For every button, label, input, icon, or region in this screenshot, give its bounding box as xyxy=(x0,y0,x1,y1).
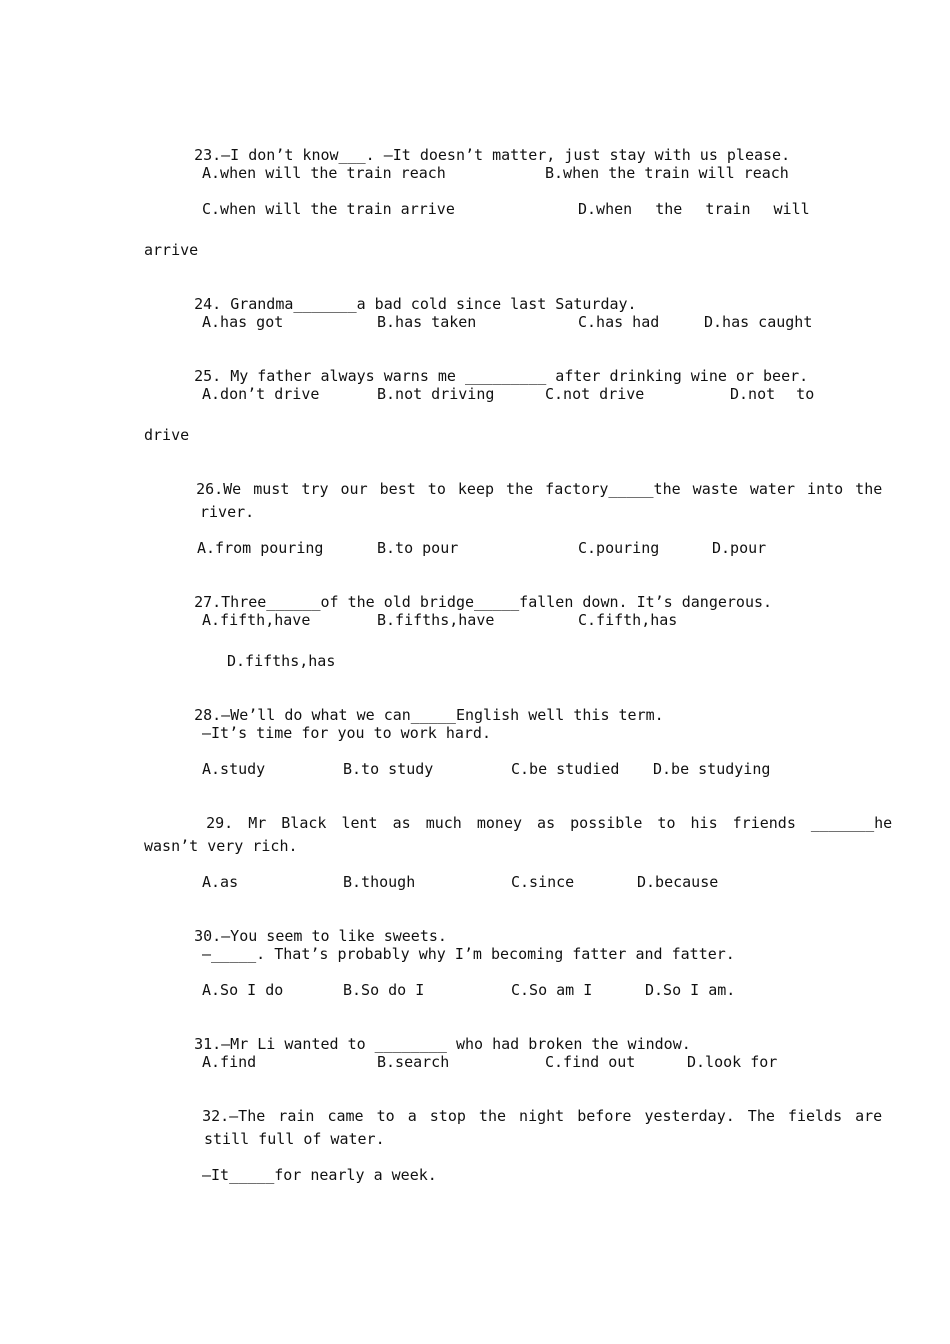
q25-option-a: A.don’t drive xyxy=(202,385,320,403)
q23-option-d: D.when the train will xyxy=(578,200,810,218)
q24-text: Grandma_______a bad cold since last Saturday. xyxy=(230,295,637,313)
q30-stem xyxy=(176,909,447,945)
q30-option-c: C.So am I xyxy=(511,981,593,999)
q25-option-c: C.not drive xyxy=(545,385,645,403)
q26-stem xyxy=(172,462,882,498)
q28-option-a: A.study xyxy=(202,760,266,778)
q26-text: We must try our best to keep the factory_____the waste water into the xyxy=(223,480,883,498)
q30-option-b: B.So do I xyxy=(343,981,425,999)
q25-stem xyxy=(176,349,808,385)
q25-option-d: D.not to xyxy=(730,385,815,403)
q27-option-d: D.fifths,has xyxy=(227,652,336,670)
q32-reply: —It_____for nearly a week. xyxy=(202,1166,437,1184)
q31-option-c: C.find out xyxy=(545,1053,636,1071)
q26-option-b: B.to pour xyxy=(377,539,459,557)
q23-wrap: arrive xyxy=(144,241,199,259)
q26-option-a: A.from pouring xyxy=(197,539,324,557)
q31-option-a: A.find xyxy=(202,1053,257,1071)
q29-number: 29. xyxy=(206,814,234,832)
q29-text: Mr Black lent as much money as possible to his friends _______he xyxy=(248,814,893,832)
q27-stem xyxy=(176,575,772,611)
q24-option-b: B.has taken xyxy=(377,313,477,331)
q23-text: —I don’t know___. —It doesn’t matter, just stay with us please. xyxy=(221,146,791,164)
q24-number: 24. xyxy=(194,295,222,313)
q25-text: My father always warns me _________ after drinking wine or beer. xyxy=(230,367,809,385)
q29-stem xyxy=(176,796,892,832)
q29-option-d: D.because xyxy=(637,873,719,891)
q23-option-a: A.when will the train reach xyxy=(202,164,446,182)
q23-number: 23. xyxy=(194,146,222,164)
q27-option-b: B.fifths,have xyxy=(377,611,495,629)
q24-option-c: C.has had xyxy=(578,313,660,331)
q28-option-c: C.be studied xyxy=(511,760,620,778)
q32-stem-cont: still full of water. xyxy=(204,1130,385,1148)
q30-option-d: D.So I am. xyxy=(645,981,736,999)
q31-stem xyxy=(176,1017,691,1053)
q30-stem-cont: —_____. That’s probably why I’m becoming fatter and fatter. xyxy=(202,945,735,963)
q31-number: 31. xyxy=(194,1035,222,1053)
q24-option-d: D.has caught xyxy=(704,313,813,331)
q29-option-a: A.as xyxy=(202,873,239,891)
q23-option-b: B.when the train will reach xyxy=(545,164,789,182)
q23-option-c: C.when will the train arrive xyxy=(202,200,455,218)
q28-option-d: D.be studying xyxy=(653,760,771,778)
q28-option-b: B.to study xyxy=(343,760,434,778)
q32-stem xyxy=(176,1089,882,1125)
q23-stem xyxy=(176,128,790,164)
q30-text: —You seem to like sweets. xyxy=(221,927,447,945)
q27-text: Three______of the old bridge_____fallen down. It’s dangerous. xyxy=(221,593,773,611)
q27-option-a: A.fifth,have xyxy=(202,611,311,629)
q26-option-c: C.pouring xyxy=(578,539,660,557)
q31-text: —Mr Li wanted to ________ who had broken the window. xyxy=(221,1035,691,1053)
q31-option-d: D.look for xyxy=(687,1053,778,1071)
q25-number: 25. xyxy=(194,367,222,385)
q32-number: 32. xyxy=(202,1107,230,1125)
q27-number: 27. xyxy=(194,593,222,611)
q28-stem-cont: —It’s time for you to work hard. xyxy=(202,724,491,742)
q26-option-d: D.pour xyxy=(712,539,767,557)
q29-option-c: C.since xyxy=(511,873,575,891)
q31-option-b: B.search xyxy=(377,1053,450,1071)
q30-number: 30. xyxy=(194,927,222,945)
q28-number: 28. xyxy=(194,706,222,724)
q28-text: —We’ll do what we can_____English well this term. xyxy=(221,706,664,724)
q29-option-b: B.though xyxy=(343,873,416,891)
q29-wrap: wasn’t very rich. xyxy=(144,837,298,855)
q30-option-a: A.So I do xyxy=(202,981,284,999)
q26-stem-cont: river. xyxy=(200,503,255,521)
q25-wrap: drive xyxy=(144,426,190,444)
q25-option-b: B.not driving xyxy=(377,385,495,403)
q27-option-c: C.fifth,has xyxy=(578,611,678,629)
q24-option-a: A.has got xyxy=(202,313,284,331)
q26-number: 26. xyxy=(196,480,224,498)
q32-text: —The rain came to a stop the night before yesterday. The fields are xyxy=(229,1107,883,1125)
q28-stem xyxy=(176,688,664,724)
q24-stem xyxy=(176,277,637,313)
